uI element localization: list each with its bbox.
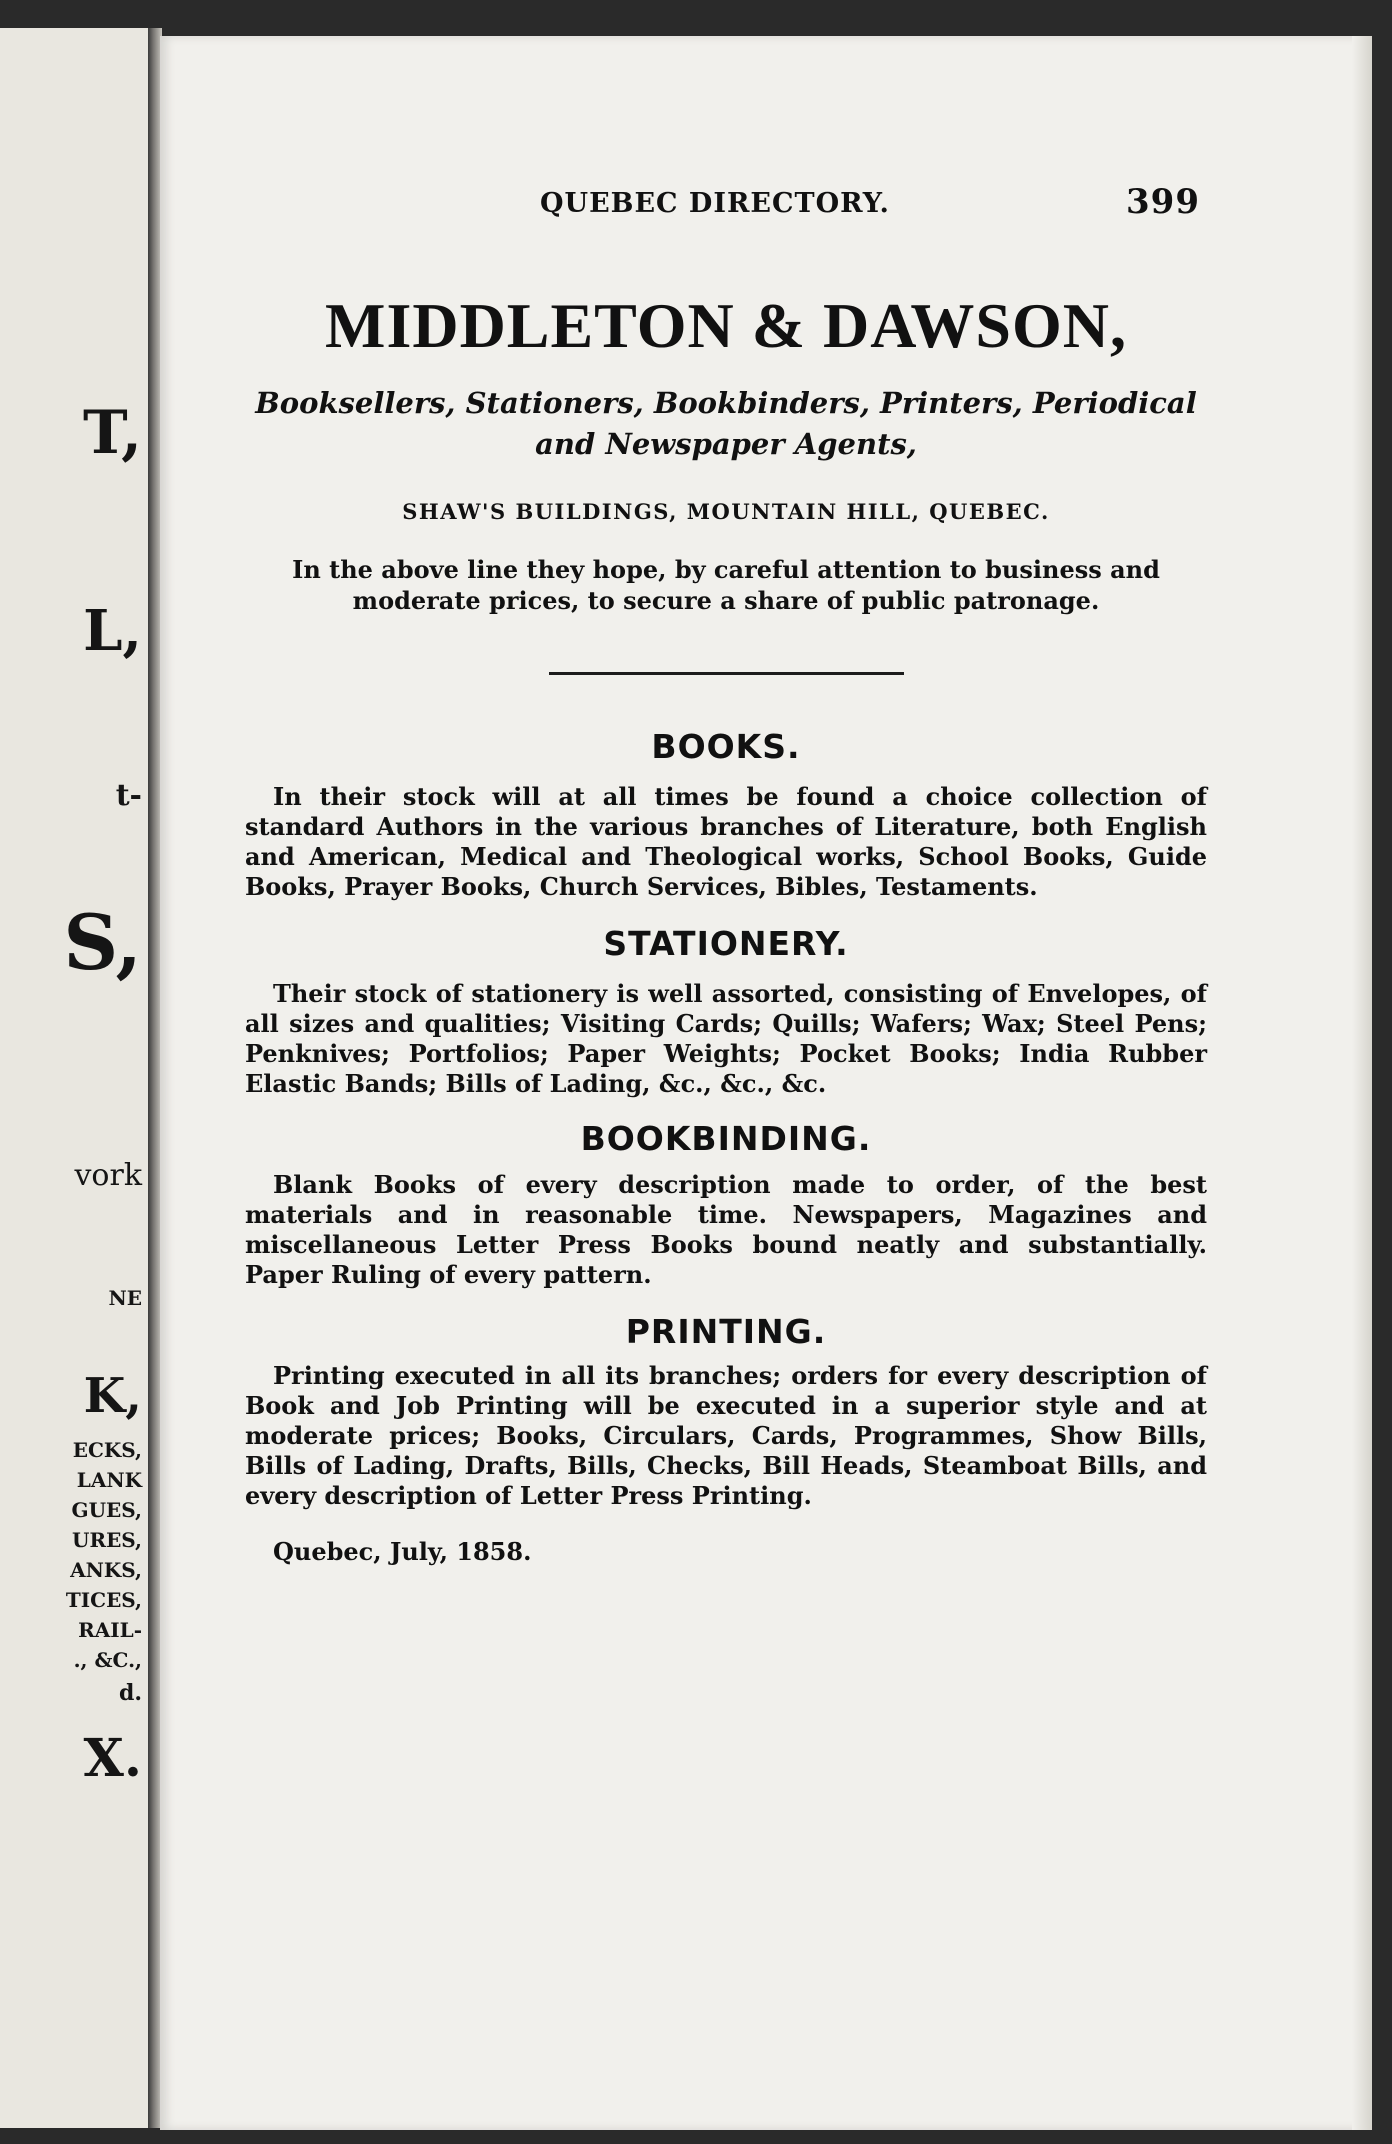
directory-page (160, 36, 1372, 2130)
facing-fragment: K, (83, 1368, 142, 1424)
facing-fragment: NE (108, 1286, 142, 1310)
dateline: Quebec, July, 1858. (273, 1536, 532, 1566)
page-number: 399 (1126, 182, 1200, 222)
facing-fragment: URES, (72, 1528, 142, 1552)
facing-fragment: d. (118, 1680, 142, 1706)
facing-fragment: GUES, (71, 1498, 142, 1522)
business-address: SHAW'S BUILDINGS, MOUNTAIN HILL, QUEBEC. (402, 498, 1050, 524)
section-body-stationery: Their stock of stationery is well assorted, consisting of Envelopes, of all sizes and qualities; Visiting Cards; Quills; Wafers; Wax; Steel Pens; Penknives; Portfolios; Paper Weights; Pocket Books; India Rubber Elastic Bands; Bills of Lading, &c., &c., &c. (245, 978, 1207, 1098)
facing-fragment: t- (115, 778, 142, 813)
facing-fragment: ANKS, (70, 1558, 142, 1582)
section-heading-bookbinding: BOOKBINDING. (580, 1118, 872, 1158)
facing-fragment: ECKS, (72, 1438, 142, 1462)
section-body-printing: Printing executed in all its branches; orders for every description of Book and Job Printing will be executed in a superior style and at moderate prices; Books, Circulars, Cards, Programmes, Show Bills, Bills of Lading, Drafts, Bills, Checks, Bill Heads, Steamboat Bills, and every description of Letter Press Printing. (245, 1360, 1207, 1510)
facing-fragment: L, (83, 598, 142, 664)
page-edge (1352, 36, 1372, 2130)
facing-fragment: S, (63, 898, 142, 987)
intro-paragraph: In the above line they hope, by careful attention to business and moderate prices, to secure a share of public patronage. (292, 554, 1160, 615)
divider-rule (549, 672, 904, 675)
facing-fragment: ., &C., (73, 1648, 142, 1672)
section-heading-printing: PRINTING. (625, 1311, 827, 1351)
facing-fragment: X. (83, 1728, 142, 1789)
firm-name: MIDDLETON & DAWSON, (325, 290, 1127, 361)
facing-page (0, 28, 150, 2128)
trades-line: Booksellers, Stationers, Bookbinders, Printers, Periodical and Newspaper Agents, (255, 386, 1197, 461)
facing-fragment: TICES, (65, 1588, 142, 1612)
advertisement (245, 291, 1207, 1566)
facing-fragment: LANK (76, 1468, 142, 1492)
section-heading-stationery: STATIONERY. (603, 923, 849, 963)
facing-fragment: T, (83, 398, 142, 468)
section-heading-books: BOOKS. (651, 726, 801, 766)
facing-fragment: RAIL- (78, 1618, 142, 1642)
running-title: QUEBEC DIRECTORY. (540, 188, 890, 219)
section-body-books: In their stock will at all times be found a choice collection of standard Authors in the various branches of Literature, both English and American, Medical and Theological works, School Books, Guide Books, Prayer Books, Church Services, Bibles, Testaments. (245, 781, 1207, 901)
facing-fragment: vork (74, 1158, 142, 1193)
section-body-bookbinding: Blank Books of every description made to order, of the best materials and in reasonable time. Newspapers, Magazines and miscellaneous Letter Press Books bound neatly and substantially. Paper Ruling of every pattern. (245, 1169, 1207, 1289)
